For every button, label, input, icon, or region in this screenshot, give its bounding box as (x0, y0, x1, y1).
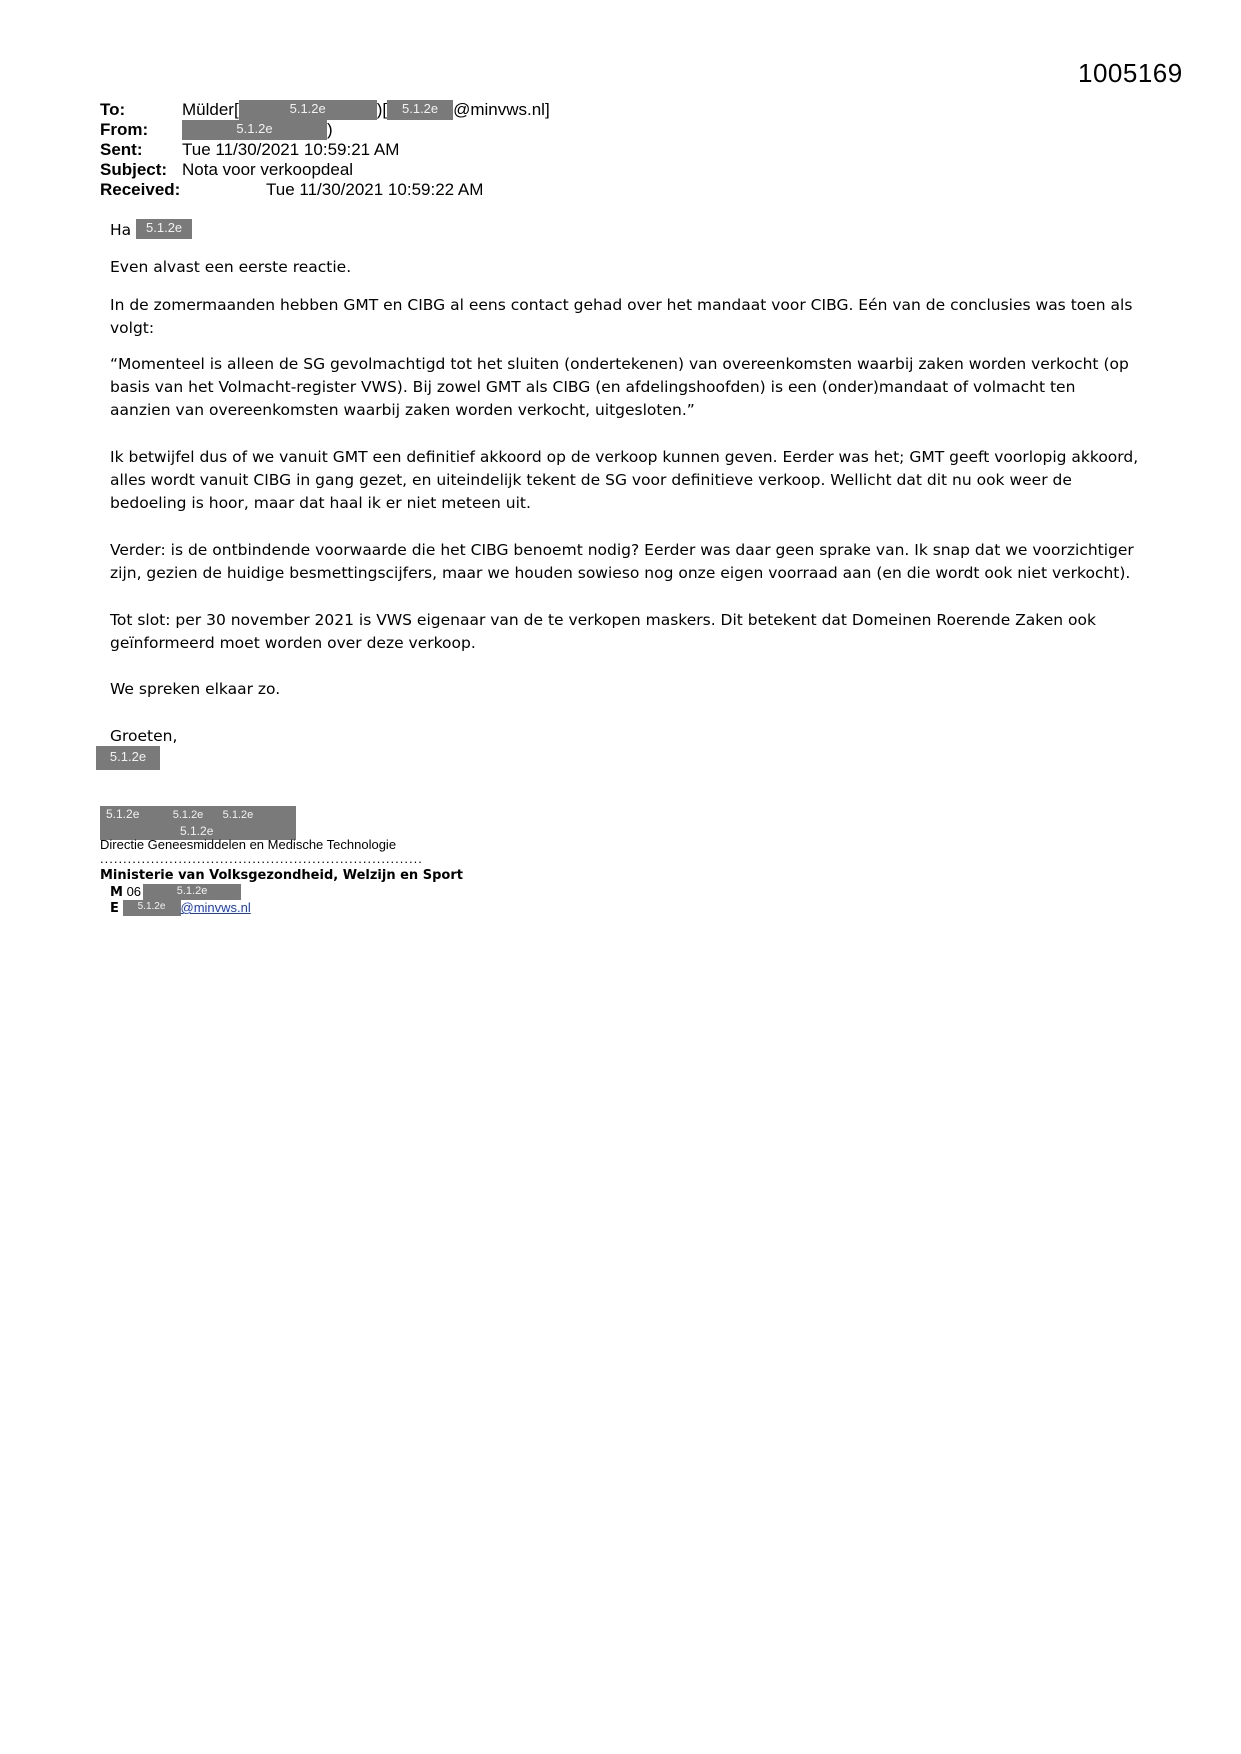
redaction-box: 5.1.2e (123, 900, 181, 916)
paragraph-2 (110, 294, 1140, 340)
redaction-label: 5.1.2e (172, 809, 204, 821)
sender-name-redaction: 5.1.2e (96, 746, 160, 770)
subject-label: Subject: (100, 160, 168, 179)
mobile-label: M (110, 885, 123, 900)
email-link[interactable]: @minvws.nl (180, 900, 251, 915)
redaction-label: 5.1.2e (180, 824, 214, 838)
redaction-box: 5.1.2e (143, 884, 241, 900)
sent-label: Sent: (100, 140, 143, 159)
redaction-box: 5.1.2e (182, 120, 327, 140)
paragraph-text: In de zomermaanden hebben GMT en CIBG al eens contact gehad over het mandaat voor CIBG. Eén van de conclusies was toen als volgt: (110, 296, 1133, 337)
to-domain: @minvws.nl] (453, 100, 550, 119)
redaction-box: 5.1.2e (387, 100, 453, 120)
from-close: ) (327, 120, 333, 139)
redaction-box: 5.1.2e (136, 219, 192, 239)
signature-email (110, 900, 251, 916)
signature-name-redaction (100, 806, 296, 840)
signature-mobile (110, 884, 241, 900)
to-separator: )[ (376, 100, 388, 119)
paragraph-text: We spreken elkaar zo. (110, 680, 281, 698)
closing-text: Groeten, (110, 727, 178, 745)
signature-department: Directie Geneesmiddelen en Medische Technologie (100, 837, 397, 852)
redaction-label: 5.1.2e (222, 809, 254, 821)
sent-value: Tue 11/30/2021 10:59:21 AM (182, 140, 400, 159)
paragraph-5 (110, 539, 1140, 585)
paragraph-text: “Momenteel is alleen de SG gevolmachtigd tot het sluiten (ondertekenen) van overeenkomsten waarbij zaken worden verkocht (op basis van het Volmacht-register VWS). Bij zowel GMT als CIBG (en afdelingshoofden) is een (onder)mandaat of volmacht ten aanzien van overeenkomsten waarbij zaken worden verkocht, uitgesloten.” (110, 355, 1129, 419)
document-id: 1005169 (1078, 58, 1183, 88)
from-value (182, 120, 333, 140)
paragraph-text: Even alvast een eerste reactie. (110, 258, 352, 276)
email-label: E (110, 901, 119, 916)
to-label: To: (100, 100, 126, 119)
to-name: Mülder[ (182, 100, 239, 119)
received-label: Received: (100, 180, 181, 199)
paragraph-3-quote (110, 353, 1140, 422)
closing (110, 725, 1140, 748)
mobile-prefix: 06 (126, 884, 142, 899)
redaction-label: 5.1.2e (106, 807, 140, 821)
to-value (182, 100, 550, 120)
from-label: From: (100, 120, 149, 139)
paragraph-text: Tot slot: per 30 november 2021 is VWS eigenaar van de te verkopen maskers. Dit betekent dat Domeinen Roerende Zaken ook geïnformeerd moet worden over deze verkoop. (110, 611, 1096, 652)
paragraph-6 (110, 609, 1140, 655)
subject-value: Nota voor verkoopdeal (182, 160, 354, 179)
greeting-text: Ha (110, 221, 132, 239)
paragraph-text: Verder: is de ontbindende voorwaarde die het CIBG benoemt nodig? Eerder was daar geen sprake van. Ik snap dat we voorzichtiger zijn, gezien de huidige besmettingscijfers, maar we houden sowieso nog onze eigen voorraad aan (en die wordt ook niet verkocht). (110, 541, 1134, 582)
signature-divider: ...................................................................... (100, 851, 423, 866)
redaction-box: 5.1.2e (239, 100, 377, 120)
signature-ministry: Ministerie van Volksgezondheid, Welzijn en Sport (100, 868, 463, 883)
paragraph-7 (110, 678, 1140, 701)
greeting (110, 219, 1140, 242)
paragraph-4 (110, 446, 1140, 515)
received-value: Tue 11/30/2021 10:59:22 AM (266, 180, 484, 199)
paragraph-1 (110, 256, 1140, 279)
paragraph-text: Ik betwijfel dus of we vanuit GMT een definitief akkoord op de verkoop kunnen geven. Eerder was het; GMT geeft voorlopig akkoord, alles wordt vanuit CIBG in gang gezet, en uiteindelijk tekent de SG voor definitieve verkoop. Wellicht dat dit nu ook weer de bedoeling is hoor, maar dat haal ik er niet meteen uit. (110, 448, 1139, 512)
